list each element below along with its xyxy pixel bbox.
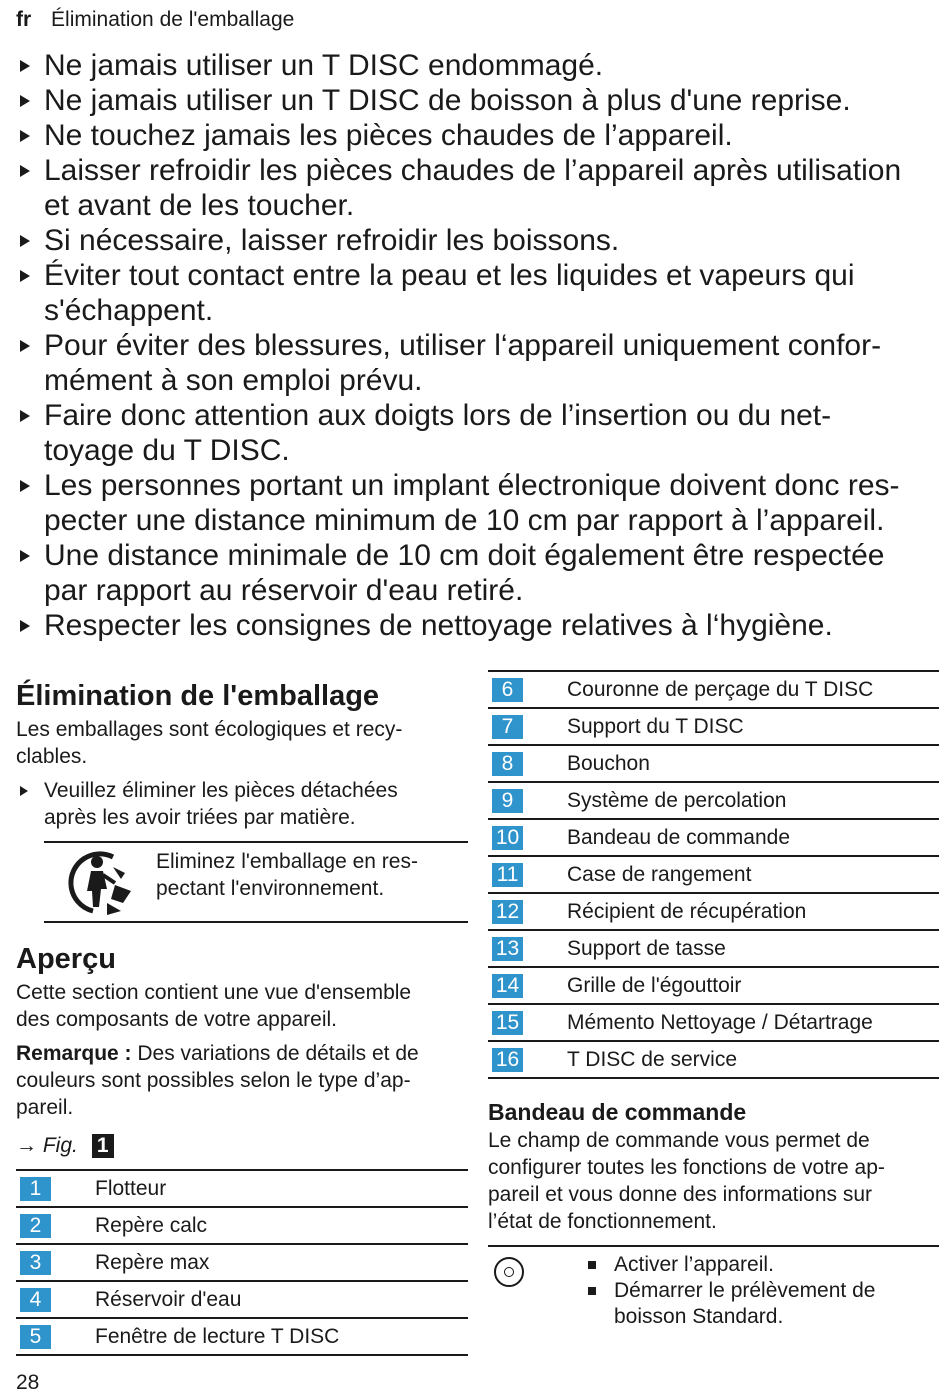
square-bullet-icon (588, 1261, 596, 1269)
part-label: Support de tasse (567, 930, 939, 967)
part-label: Bouchon (567, 745, 939, 782)
table-row (16, 1170, 468, 1207)
warning-item: Les personnes portant un implant électronique doivent donc res- pecter une distance minimum de 10 cm par rapport à l’appareil. (16, 468, 941, 538)
part-label: Case de rangement (567, 856, 939, 893)
environment-notice-text: Eliminez l'emballage en res- pectant l'environnement. (156, 850, 418, 900)
table-row (488, 893, 939, 930)
part-label: Repère max (95, 1244, 468, 1281)
bullet-triangle-icon (20, 620, 30, 632)
overview-heading: Aperçu (16, 943, 116, 975)
environment-notice (44, 841, 468, 923)
table-row (16, 1281, 468, 1318)
part-number-badge: 15 (492, 1011, 523, 1035)
table-row (488, 782, 939, 819)
part-label: Bandeau de commande (567, 819, 939, 856)
running-header (16, 8, 294, 32)
safety-warnings-list (16, 48, 941, 643)
warning-item: Faire donc attention aux doigts lors de l’insertion ou du net- toyage du T DISC. (16, 398, 941, 468)
table-row (488, 671, 939, 708)
table-row (488, 930, 939, 967)
figure-number: 1 (92, 1134, 114, 1158)
part-number-badge: 5 (20, 1325, 51, 1349)
table-row (488, 1041, 939, 1078)
control-function-list (582, 1252, 939, 1330)
warning-item: Ne touchez jamais les pièces chaudes de l’appareil. (16, 118, 941, 153)
bullet-triangle-icon (20, 130, 30, 142)
note-label: Remarque : (16, 1042, 132, 1065)
table-row (16, 1318, 468, 1355)
overview-intro: Cette section contient une vue d'ensemble des composants de votre appareil. (16, 981, 412, 1031)
table-row (488, 856, 939, 893)
warning-item: Ne jamais utiliser un T DISC endommagé. (16, 48, 941, 83)
table-row (488, 708, 939, 745)
list-item: Activer l’appareil. (582, 1252, 939, 1278)
table-row (16, 1244, 468, 1281)
recycling-person-icon (44, 843, 156, 921)
part-label: Réservoir d'eau (95, 1281, 468, 1318)
bullet-triangle-icon (20, 235, 30, 247)
part-label: Système de percolation (567, 782, 939, 819)
part-number-badge: 10 (492, 826, 523, 850)
bullet-triangle-icon (20, 60, 30, 72)
part-label: Flotteur (95, 1170, 468, 1207)
part-number-badge: 16 (492, 1048, 523, 1072)
part-number-badge: 4 (20, 1288, 51, 1312)
square-bullet-icon (588, 1287, 596, 1295)
bullet-triangle-icon (20, 340, 30, 352)
right-column (488, 670, 939, 1330)
figure-reference (16, 1131, 468, 1161)
table-row (488, 1004, 939, 1041)
arrow-icon: → (16, 1134, 37, 1157)
part-number-badge: 12 (492, 900, 523, 924)
warning-item: Une distance minimale de 10 cm doit également être respectée par rapport au réservoir d'eau retiré. (16, 538, 941, 608)
packaging-intro: Les emballages sont écologiques et recy- clables. (16, 718, 403, 768)
part-label: Repère calc (95, 1207, 468, 1244)
part-number-badge: 6 (492, 678, 523, 702)
bullet-triangle-icon (20, 410, 30, 422)
table-row (488, 745, 939, 782)
table-row (488, 819, 939, 856)
warning-item: Respecter les consignes de nettoyage relatives à l‘hygiène. (16, 608, 941, 643)
bullet-triangle-icon (20, 270, 30, 282)
part-label: Récipient de récupération (567, 893, 939, 930)
table-row (488, 967, 939, 1004)
parts-table-left (16, 1169, 468, 1356)
parts-table-right (488, 670, 939, 1079)
overview-note: Remarque : Des variations de détails et de couleurs sont possibles selon le type d’ap- pareil. (16, 1042, 419, 1119)
part-label: Couronne de perçage du T DISC (567, 671, 939, 708)
part-label: Fenêtre de lecture T DISC (95, 1318, 468, 1355)
bullet-triangle-icon (20, 480, 30, 492)
part-number-badge: 11 (492, 863, 523, 887)
part-label: Grille de l'égouttoir (567, 967, 939, 1004)
part-number-badge: 8 (492, 752, 523, 776)
warning-item: Ne jamais utiliser un T DISC de boisson à plus d'une reprise. (16, 83, 941, 118)
part-number-badge: 13 (492, 937, 523, 961)
figure-label: Fig. (42, 1134, 78, 1157)
packaging-heading: Élimination de l'emballage (16, 680, 380, 712)
bullet-triangle-icon (20, 95, 30, 107)
part-number-badge: 7 (492, 715, 523, 739)
header-section-title: Élimination de l'emballage (51, 8, 295, 31)
control-panel-heading: Bandeau de commande (488, 1099, 747, 1125)
page-number: 28 (16, 1371, 40, 1394)
part-number-badge: 9 (492, 789, 523, 813)
bullet-triangle-icon (20, 786, 28, 796)
part-label: Mémento Nettoyage / Détartrage (567, 1004, 939, 1041)
warning-item: Pour éviter des blessures, utiliser l‘appareil uniquement confor- mément à son emploi prévu. (16, 328, 941, 398)
list-item: Démarrer le prélèvement de boisson Standard. (582, 1278, 939, 1330)
part-label: T DISC de service (567, 1041, 939, 1078)
control-symbol-table (488, 1245, 939, 1330)
language-tag: fr (16, 8, 32, 31)
power-button-icon (494, 1257, 524, 1287)
bullet-triangle-icon (20, 550, 30, 562)
part-number-badge: 1 (20, 1177, 51, 1201)
part-number-badge: 14 (492, 974, 523, 998)
table-row (16, 1207, 468, 1244)
part-number-badge: 2 (20, 1214, 51, 1238)
control-symbol-cell (488, 1252, 582, 1330)
warning-item: Éviter tout contact entre la peau et les liquides et vapeurs qui s'échappent. (16, 258, 941, 328)
warning-item: Si nécessaire, laisser refroidir les boissons. (16, 223, 941, 258)
part-label: Support du T DISC (567, 708, 939, 745)
warning-item: Laisser refroidir les pièces chaudes de l’appareil après utilisation et avant de les toucher. (16, 153, 941, 223)
control-panel-intro: Le champ de commande vous permet de configurer toutes les fonctions de votre ap- pareil et vous donne des informations sur l’état de fonctionnement. (488, 1129, 885, 1233)
left-column (16, 676, 468, 1356)
packaging-bullet: Veuillez éliminer les pièces détachées après les avoir triées par matière. (16, 777, 468, 831)
part-number-badge: 3 (20, 1251, 51, 1275)
bullet-triangle-icon (20, 165, 30, 177)
